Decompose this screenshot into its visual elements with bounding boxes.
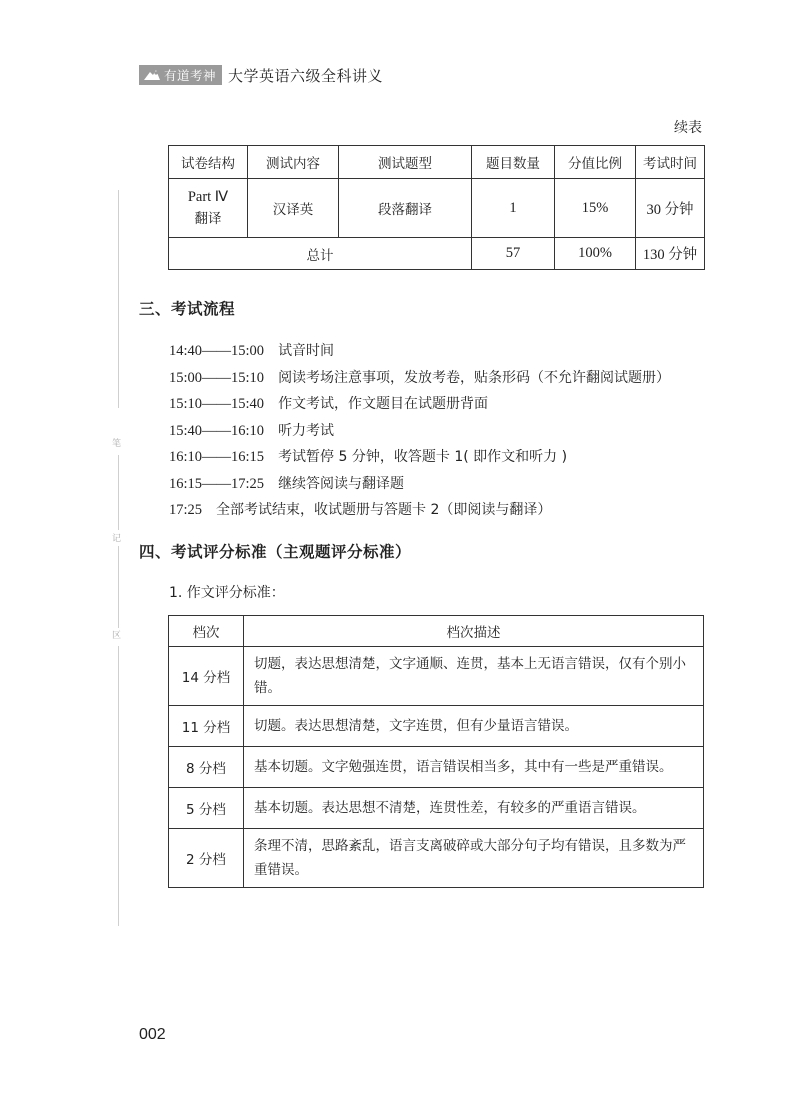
table-cell: 段落翻译: [339, 179, 472, 238]
table-row: [169, 747, 704, 788]
header-cell: 分值比例: [555, 146, 636, 179]
list-item: [169, 471, 670, 498]
total-label: 总计: [169, 238, 472, 270]
level-description: 切题，表达思想清楚，文字通顺、连贯，基本上无语言错误，仅有个别小错。: [244, 647, 704, 706]
header-cell: 试卷结构: [169, 146, 248, 179]
schedule-time: 17:25: [169, 502, 203, 518]
level-description: 条理不清，思路紊乱，语言支离破碎或大部分句子均有错误，且多数为严重错误。: [244, 829, 704, 888]
continued-label: 续表: [674, 120, 702, 136]
schedule-time: 16:15——17:25: [169, 475, 265, 492]
table-cell: 57: [472, 238, 555, 270]
bird-logo-icon: [143, 68, 161, 82]
margin-divider: [118, 546, 119, 628]
level-description: 切题。表达思想清楚，文字连贯，但有少量语言错误。: [244, 706, 704, 747]
section-heading: 三、考试流程: [139, 300, 236, 318]
table-row: [169, 706, 704, 747]
schedule-time: 15:40——16:10: [169, 422, 265, 439]
exam-schedule-list: [169, 338, 670, 524]
table-cell: 15%: [555, 179, 636, 238]
schedule-time: 15:10——15:40: [169, 396, 265, 412]
page-number: 002: [139, 1026, 166, 1043]
logo-text: 有道考神: [164, 68, 217, 83]
level-description: 基本切题。文字勉强连贯，语言错误相当多，其中有一些是严重错误。: [244, 747, 704, 788]
score-level: 11 分档: [169, 706, 244, 747]
list-item: [169, 497, 670, 524]
schedule-desc: 考试暂停 5 分钟，收答题卡 1( 即作文和听力 ): [278, 449, 568, 465]
header-cell: 档次: [169, 616, 244, 647]
book-title: 大学英语六级全科讲义: [228, 66, 384, 85]
table-cell: 100%: [555, 238, 636, 270]
schedule-desc: 全部考试结束，收试题册与答题卡 2（即阅读与翻译）: [216, 502, 552, 518]
list-item: [169, 391, 670, 418]
margin-divider: [118, 455, 119, 530]
publisher-logo: [139, 65, 222, 85]
list-item: [169, 418, 670, 445]
section-heading: 四、考试评分标准（主观题评分标准）: [139, 543, 412, 561]
schedule-desc: 作文考试，作文题目在试题册背面: [278, 396, 489, 412]
list-item: [169, 365, 670, 392]
level-description: 基本切题。表达思想不清楚，连贯性差，有较多的严重语言错误。: [244, 788, 704, 829]
header-cell: 测试题型: [339, 146, 472, 179]
table-cell: 130 分钟: [636, 238, 705, 270]
schedule-desc: 试音时间: [278, 343, 335, 359]
list-item: [169, 444, 670, 471]
score-level: 8 分档: [169, 747, 244, 788]
table-row: [169, 179, 705, 238]
score-level: 5 分档: [169, 788, 244, 829]
header-cell: 题目数量: [472, 146, 555, 179]
score-level: 2 分档: [169, 829, 244, 888]
table-row: [169, 829, 704, 888]
table-cell: 30 分钟: [636, 179, 705, 238]
margin-note-char: 记: [112, 534, 122, 544]
table-cell: 汉译英: [248, 179, 339, 238]
schedule-time: 16:10——16:15: [169, 449, 265, 465]
exam-structure-table: [168, 145, 705, 270]
table-cell: 1: [472, 179, 555, 238]
table-row: [169, 788, 704, 829]
schedule-time: 15:00——15:10: [169, 369, 265, 386]
essay-scoring-table: [168, 615, 704, 888]
table-header-row: [169, 616, 704, 647]
schedule-desc: 听力考试: [278, 422, 335, 439]
list-item: [169, 338, 670, 365]
margin-note-char: 笔: [112, 439, 122, 449]
score-level: 14 分档: [169, 647, 244, 706]
schedule-desc: 阅读考场注意事项，发放考卷，贴条形码（不允许翻阅试题册）: [278, 369, 671, 386]
header-cell: 测试内容: [248, 146, 339, 179]
schedule-time: 14:40——15:00: [169, 343, 265, 359]
part-name-cell: [169, 179, 248, 238]
schedule-desc: 继续答阅读与翻译题: [278, 475, 405, 492]
margin-divider: [118, 190, 119, 408]
part-label: Part Ⅳ: [187, 189, 229, 205]
running-header: [139, 64, 383, 86]
table-header-row: [169, 146, 705, 179]
part-sublabel: 翻译: [194, 211, 222, 227]
header-cell: 考试时间: [636, 146, 705, 179]
subsection-heading: 1. 作文评分标准：: [169, 585, 285, 601]
table-row: [169, 647, 704, 706]
header-cell: 档次描述: [244, 616, 704, 647]
margin-note-char: 区: [112, 631, 122, 641]
margin-divider: [118, 646, 119, 926]
table-total-row: [169, 238, 705, 270]
